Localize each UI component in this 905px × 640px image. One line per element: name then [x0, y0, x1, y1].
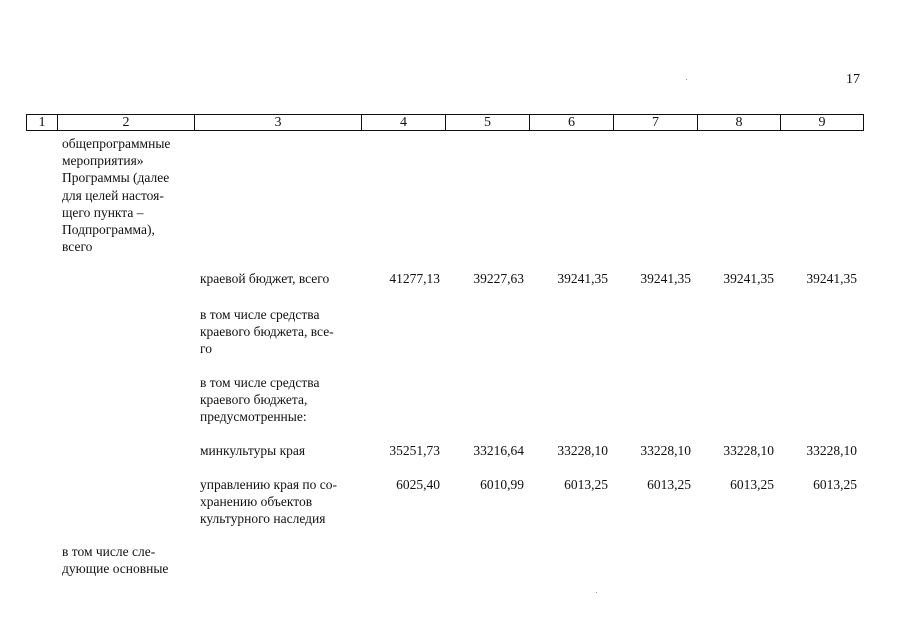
row-label-regional-budget	[200, 270, 358, 287]
row-label-line: краевой бюджет, всего	[200, 271, 330, 286]
header-cell-4: 4	[361, 115, 445, 130]
row-label-line: предусмотренные:	[200, 409, 307, 425]
sub-items-line: дующие основные	[62, 561, 169, 577]
value-cell-col4: 6025,40	[396, 477, 440, 492]
program-name-line: для целей настоя-	[62, 187, 164, 203]
row-label-line: краевого бюджета, все-	[200, 324, 334, 340]
scan-speck	[686, 79, 687, 80]
scan-speck	[596, 592, 597, 593]
page-number: 17	[846, 72, 860, 87]
row-label-line: хранению объектов	[200, 494, 313, 510]
row-label-heritage-department	[200, 476, 358, 528]
header-cell-6: 6	[529, 115, 613, 130]
row-label-line: в том числе средства	[200, 375, 320, 390]
program-name-line: Программы (далее	[62, 170, 170, 186]
value-cell-col9: 33228,10	[806, 443, 857, 458]
row-label-line: культурного наследия	[200, 511, 326, 527]
program-name-line: всего	[62, 239, 93, 255]
value-cell-col4: 35251,73	[389, 443, 440, 458]
value-cell-col7: 6013,25	[647, 477, 691, 492]
row-label-including-total	[200, 306, 358, 358]
row-label-line: управлению края по со-	[200, 477, 338, 492]
header-cell-2: 2	[57, 115, 194, 130]
row-label-line: минкультуры края	[200, 443, 306, 458]
value-cell-col8: 6013,25	[730, 477, 774, 492]
program-name-line: мероприятия»	[62, 153, 144, 169]
header-cell-8: 8	[697, 115, 780, 130]
value-cell-col6: 39241,35	[557, 271, 608, 286]
value-cell-col9: 6013,25	[813, 477, 857, 492]
row-label-line: краевого бюджета,	[200, 392, 308, 408]
value-cell-col5: 33216,64	[473, 443, 524, 458]
row-label-ministry-culture	[200, 442, 358, 459]
value-cell-col7: 33228,10	[640, 443, 691, 458]
sub-items-line: в том числе сле-	[62, 544, 156, 559]
value-cell-col5: 6010,99	[480, 477, 524, 492]
value-cell-col4: 41277,13	[389, 271, 440, 286]
value-cell-col5: 39227,63	[473, 271, 524, 286]
table-header-row	[26, 114, 864, 131]
value-cell-col8: 39241,35	[723, 271, 774, 286]
header-cell-5: 5	[445, 115, 529, 130]
value-cell-col6: 6013,25	[564, 477, 608, 492]
program-name-line: щего пункта –	[62, 204, 144, 220]
value-cell-col9: 39241,35	[806, 271, 857, 286]
value-cell-col6: 33228,10	[557, 443, 608, 458]
value-cell-col7: 39241,35	[640, 271, 691, 286]
header-cell-9: 9	[780, 115, 863, 130]
row-label-including-provided	[200, 374, 358, 426]
header-cell-3: 3	[194, 115, 361, 130]
header-cell-7: 7	[613, 115, 697, 130]
row-label-line: го	[200, 341, 212, 357]
row-label-line: в том числе средства	[200, 307, 320, 322]
program-name-cell	[62, 135, 191, 255]
program-name-line: общепрограммные	[62, 136, 171, 151]
header-cell-1: 1	[38, 115, 46, 130]
sub-items-cell	[62, 543, 191, 577]
program-name-line: Подпрограмма),	[62, 222, 155, 238]
value-cell-col8: 33228,10	[723, 443, 774, 458]
